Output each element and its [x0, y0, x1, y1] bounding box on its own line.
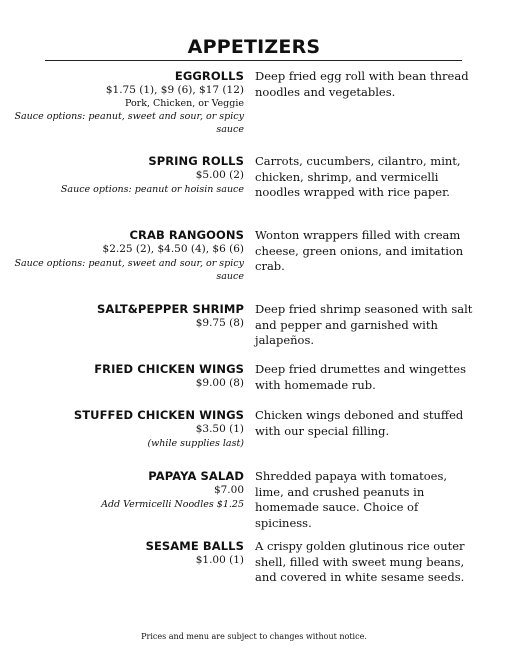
item-name: FRIED CHICKEN WINGS [94, 362, 244, 376]
item-details [12, 69, 244, 136]
item-name: CRAB RANGOONS [129, 228, 244, 242]
item-description: Deep fried drumettes and wingettes with homemade rub. [255, 362, 467, 392]
item-price: $1.00 (1) [195, 554, 244, 566]
item-sauce-note: Sauce options: peanut, sweet and sour, or spicy sauce [14, 257, 244, 282]
item-price: $3.50 (1) [195, 423, 244, 435]
item-sauce-note: Sauce options: peanut, sweet and sour, or spicy sauce [14, 111, 244, 135]
price-disclaimer: Prices and menu are subject to changes without notice. [141, 632, 367, 641]
item-details [12, 154, 244, 196]
item-availability-note: (while supplies last) [147, 437, 244, 449]
item-details [12, 302, 244, 331]
item-description: Shredded papaya with tomatoes, lime, and crushed peanuts in homemade sauce. Choice of spiciness. [255, 469, 447, 530]
item-name: SESAME BALLS [145, 539, 244, 553]
item-price: $9.00 (8) [195, 377, 244, 389]
item-description: Wonton wrappers filled with cream cheese, green onions, and imitation crab. [255, 228, 464, 273]
item-price: $5.00 (2) [195, 169, 244, 181]
item-name: SPRING ROLLS [148, 154, 244, 168]
item-fillings: Pork, Chicken, or Veggie [124, 97, 244, 109]
item-details [12, 539, 244, 568]
item-details [12, 469, 244, 511]
item-description: A crispy golden glutinous rice outer shell, filled with sweet mung beans, and covered in white sesame seeds. [255, 539, 465, 584]
item-details [12, 362, 244, 391]
item-name: STUFFED CHICKEN WINGS [73, 408, 244, 422]
item-name: PAPAYA SALAD [148, 469, 244, 483]
item-name: SALT&PEPPER SHRIMP [96, 302, 244, 316]
item-details [12, 408, 244, 450]
item-price: $1.75 (1), $9 (6), $17 (12) [105, 84, 244, 96]
item-name: EGGROLLS [174, 69, 244, 83]
item-sauce-note: Sauce options: peanut or hoisin sauce [60, 183, 244, 195]
item-price: $2.25 (2), $4.50 (4), $6 (6) [102, 243, 244, 255]
page-title: APPETIZERS [187, 36, 321, 58]
item-price: $9.75 (8) [195, 317, 244, 329]
item-description: Carrots, cucumbers, cilantro, mint, chicken, shrimp, and vermicelli noodles wrapped with rice paper. [255, 154, 461, 199]
item-description: Deep fried egg roll with bean thread noodles and vegetables. [255, 69, 469, 99]
item-description: Deep fried shrimp seasoned with salt and pepper and garnished with jalapeños. [255, 302, 473, 347]
item-price: $7.00 [213, 484, 244, 496]
item-addon-note: Add Vermicelli Noodles $1.25 [101, 498, 244, 510]
item-details [12, 228, 244, 283]
item-description: Chicken wings deboned and stuffed with our special filling. [255, 408, 464, 438]
